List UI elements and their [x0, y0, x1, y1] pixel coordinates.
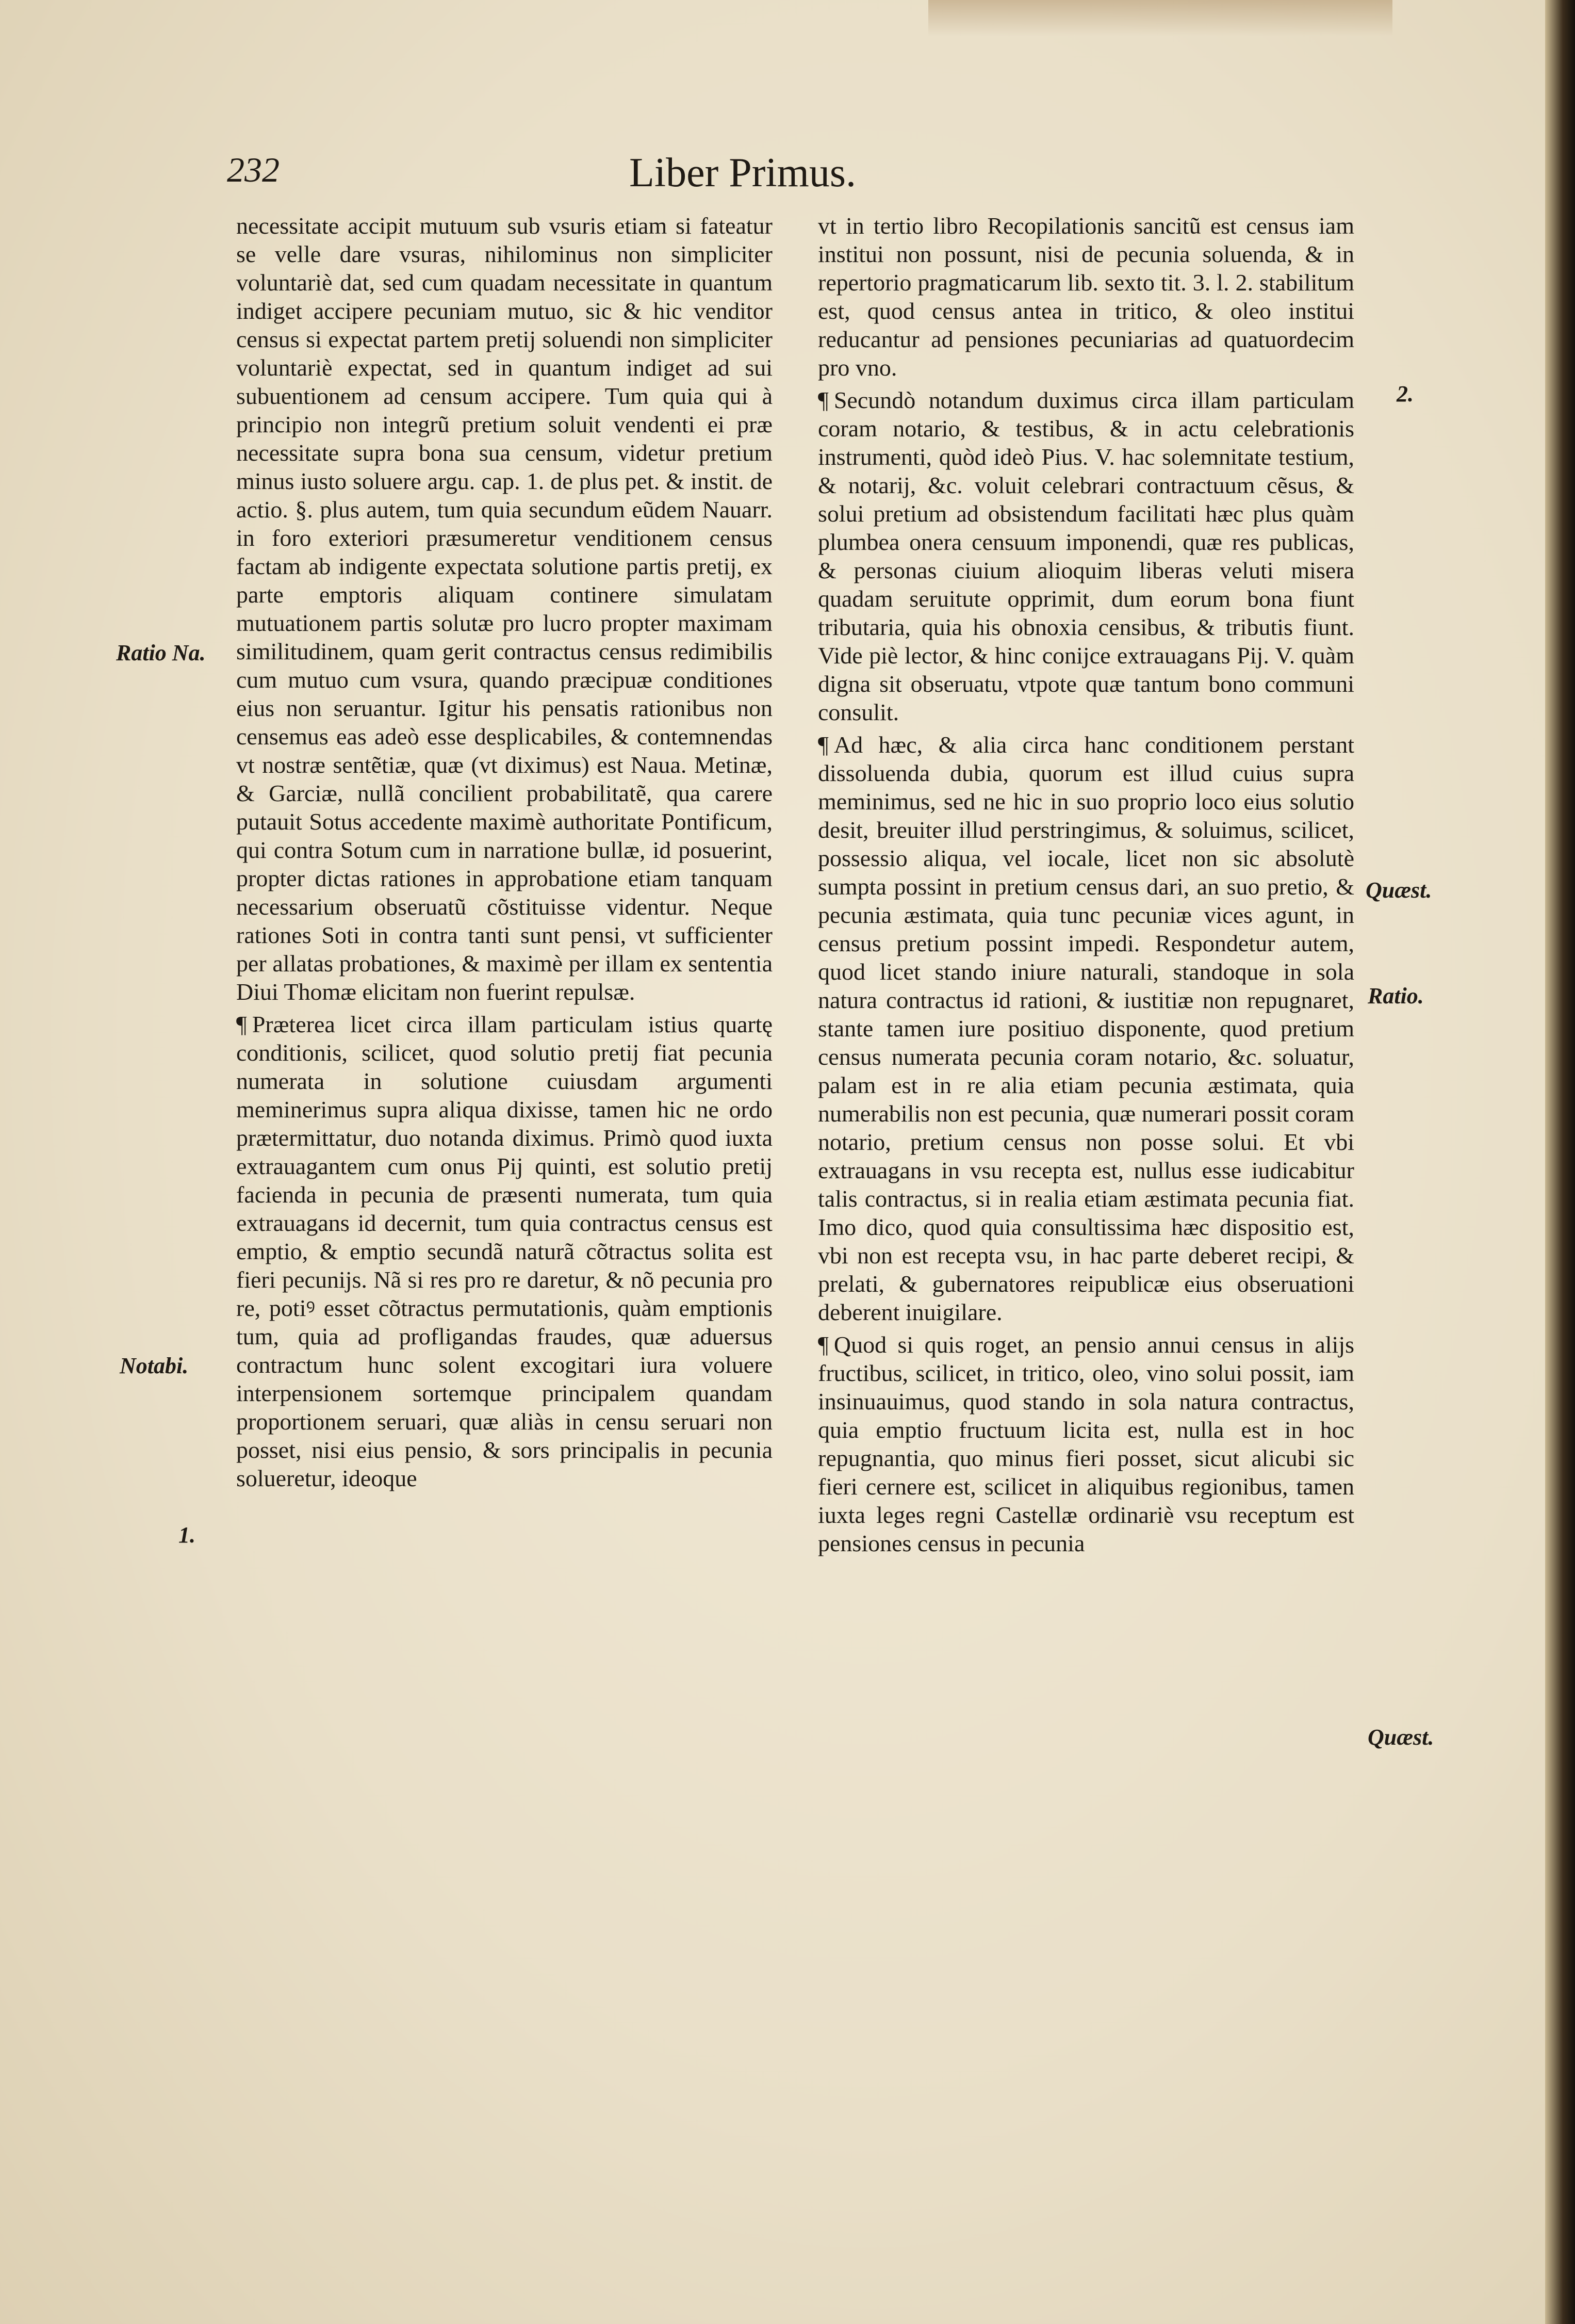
- pilcrow-mark: ¶: [236, 1011, 247, 1037]
- pilcrow-mark: ¶: [818, 387, 829, 413]
- right-paragraph-3: [818, 730, 1354, 1326]
- running-head: Liber Primus.: [629, 150, 856, 196]
- margin-note-number-1: 1.: [178, 1522, 195, 1548]
- margin-note-notabi: Notabi.: [120, 1353, 189, 1378]
- pilcrow-mark: ¶: [818, 732, 829, 758]
- right-paragraph-2-text: Secundò notandum duximus circa illam particulam coram notario, & testibus, & in actu celebrationis instrumenti, quòd ideò Pius. V. hac solemnitate testium, & notarij, &c. voluit celebrari contractuum cẽsus, & solui pretium ad obsistendum facilitati hæc plus quàm plumbea onera censuum imponendi, quæ res publicas, & personas ciuium alioquim liberas veluti misera quadam seruitute opprimit, dum eorum bona fiunt tributaria, quia his obnoxia censibus, & tributis fiunt. Vide piè lector, & hinc conijce extrauagans Pij. V. quàm digna sit obseruatu, vtpote quæ tantum bono communi consulit.: [818, 387, 1354, 725]
- margin-note-quaest-1: Quæst.: [1366, 877, 1432, 903]
- right-paragraph-4-text: Quod si quis roget, an pensio annui census in alijs fructibus, scilicet, in tritico, oleo, vino solui possit, iam insinuauimus, quod stando in sola natura contractus, quia emptio fructuum licita est, nulla est in hoc repugnantia, quo minus fieri posset, sicut alicubi sic fieri cernere est, scilicet in aliquibus regionibus, tamen iuxta leges regni Castellæ ordinariè vsu receptum est pensiones census in pecunia: [818, 1331, 1354, 1556]
- margin-note-number-2: 2.: [1397, 381, 1414, 407]
- margin-note-quaest-2: Quæst.: [1368, 1725, 1434, 1750]
- right-paragraph-3-text: Ad hæc, & alia circa hanc conditionem perstant dissoluenda dubia, quorum est illud cuius supra meminimus, sed ne hic in suo proprio loco eius solutio desit, breuiter illud perstringimus, & soluimus, scilicet, possessio aliqua, vel iocale, licet non sic absolutè sumpta possint in pretium census dari, an suo pretio, & pecunia æstimata, quia tunc pecuniæ vices agunt, in census pretium possint impedi. Respondetur autem, quod licet stando iniure naturali, standoque in sola natura contractus id rationi, & iustitiæ non repugnaret, stante tamen iure positiuo disponente, quod pretium census numerata pecunia coram notario, &c. soluatur, palam est in re alia etiam pecunia æstimata, quia numerabilis non est pecunia, quæ numerari possit coram notario, pretium census non posse solui. Et vbi extrauagans in vsu recepta est, nullus esse iudicabitur talis contractus, si in realia etiam æstimata pecunia fiat. Imo dico, quod quia consultissima hæc dispositio est, vbi non est recepta vsu, in hac parte deberet recipi, & prelati, & gubernatores reipublicæ eius obseruationi deberent inuigilare.: [818, 732, 1354, 1325]
- left-paragraph-2: [236, 1010, 773, 1492]
- page-number: 232: [227, 150, 280, 189]
- margin-note-ratio-na: Ratio Na.: [116, 640, 206, 665]
- right-paragraph-4: [818, 1330, 1354, 1557]
- right-column: [818, 212, 1354, 1557]
- right-paragraph-2: [818, 386, 1354, 726]
- left-paragraph-1: necessitate accipit mutuum sub vsuris etiam si fateatur se velle dare vsuras, nihilominus non simpliciter voluntariè dat, sed cum quadam necessitate in quantum indiget accipere pecuniam mutuo, sic & hic venditor census si expectat partem pretij soluendi non simpliciter voluntariè expectat, sed in quantum indiget ad sui subuentionem ad censum accipere. Tum quia qui à principio non integrũ pretium soluit vendenti ei præ necessitate supra bona sua censum, videtur pretium minus iusto soluere argu. cap. 1. de plus pet. & instit. de actio. §. plus autem, tum quia secundum eũdem Nauarr. in foro exteriori præsumeretur venditionem census factam ab indigente expectata solutione partis pretij, ex parte emptoris aliquam continere simulatam mutuationem partis solutæ pro lucro propter maximam similitudinem, quam gerit contractus census redimibilis cum mutuo cum vsura, quando præcipuæ conditiones eius non seruantur. Igitur his pensatis rationibus non censemus eas adeò esse desplicabiles, & contemnendas vt nostræ sentẽtiæ, quæ (vt diximus) est Naua. Metinæ, & Garciæ, nullã concilient probabilitatẽ, qua carere putauit Sotus accedente maximè authoritate Pontificum, qui contra Sotum cum in narratione bullæ, id posuerint, propter dictas rationes in approbatione etiam tanquam necessarium obseruatũ cõstituisse videntur. Neque rationes Soti in contra tanti sunt pensi, vt sufficienter per allatas probationes, & maximè per illam ex sententia Diui Thomæ elicitam non fuerint repulsæ.: [236, 213, 773, 1005]
- page-header: [227, 150, 1429, 206]
- margin-note-ratio: Ratio.: [1368, 983, 1424, 1009]
- age-stain: [928, 0, 1392, 36]
- pilcrow-mark: ¶: [818, 1331, 829, 1358]
- book-binding-edge: [1545, 0, 1575, 2324]
- left-column: [236, 212, 773, 1492]
- right-paragraph-1: vt in tertio libro Recopilationis sancitũ est census iam institui non possunt, nisi de pecunia soluenda, & in repertorio pragmaticarum lib. sexto tit. 3. l. 2. stabilitum est, quod census antea in tritico, & oleo institui reducantur ad pensiones pecuniarias ad quatuordecim pro vno.: [818, 213, 1354, 381]
- left-paragraph-2-text: Præterea licet circa illam particulam istius quartę conditionis, scilicet, quod solutio pretij fiat pecunia numerata in solutione cuiusdam argumenti meminerimus supra aliqua dixisse, tamen hic ne ordo prætermittatur, duo notanda diximus. Primò quod iuxta extrauagantem cum onus Pij quinti, est solutio pretij facienda in pecunia de præsenti numerata, tum quia extrauagans id decernit, tum quia contractus census est emptio, & emptio secundã naturã cõtractus solita est fieri pecunijs. Nã si res pro re daretur, & nõ pecunia pro re, potiꝰ esset cõtractus permutationis, quàm emptionis tum, quia ad profligandas fraudes, quæ aduersus contractum hunc solent excogitari iura voluere interpensionem sortemque principalem quandam proportionem seruari, quæ aliàs in censu seruari non posset, nisi eius pensio, & sors principalis in pecunia solueretur, ideoque: [236, 1011, 773, 1491]
